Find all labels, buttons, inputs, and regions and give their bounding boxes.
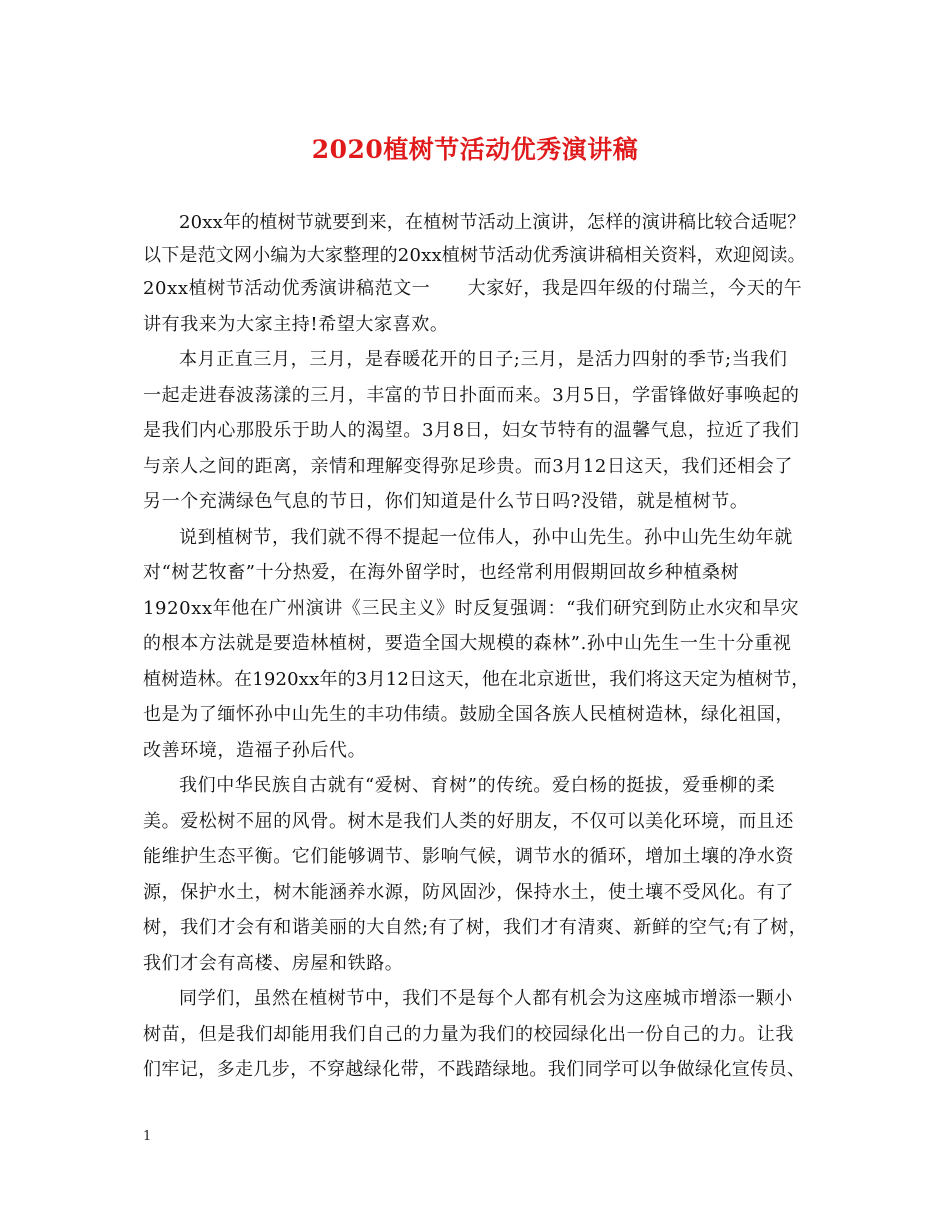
body-line: 说到植树节，我们就不得不提起一位伟人，孙中山先生。孙中山先生幼年就 <box>179 527 793 548</box>
body-line: 一起走进春波荡漾的三月，丰富的节日扑面而来。3月5日，学雷锋做好事唤起的 <box>143 385 800 406</box>
body-line: 我们才会有高楼、房屋和铁路。 <box>143 953 404 974</box>
page-title: 2020植树节活动优秀演讲稿 <box>311 135 639 164</box>
body-line: 20xx年的植树节就要到来，在植树节活动上演讲，怎样的演讲稿比较合适呢？ <box>179 212 806 233</box>
body-line: 源，保护水土，树木能涵养水源，防风固沙，保持水土，使土壤不受风化。有了 <box>143 882 794 903</box>
body-line: 是我们内心那股乐于助人的渴望。3月8日，妇女节特有的温馨气息，拉近了我们 <box>143 420 800 441</box>
body-line: 同学们，虽然在植树节中，我们不是每个人都有机会为这座城市增添一颗小 <box>179 988 793 1009</box>
body-line: 树，我们才会有和谐美丽的大自然;有了树，我们才有清爽、新鲜的空气;有了树， <box>143 917 808 938</box>
body-line: 树苗，但是我们却能用我们自己的力量为我们的校园绿化出一份自己的力。让我 <box>143 1024 794 1045</box>
body-line: 也是为了缅怀孙中山先生的丰功伟绩。鼓励全国各族人民植树造林，绿化祖国， <box>143 704 794 725</box>
body-line: 与亲人之间的距离，亲情和理解变得弥足珍贵。而3月12日这天，我们还相会了 <box>143 456 793 477</box>
body-line: 对“树艺牧畜”十分热爱，在海外留学时，也经常利用假期回故乡种植桑树 <box>143 562 740 583</box>
body-line: 20xx植树节活动优秀演讲稿范文一 大家好，我是四年级的付瑞兰，今天的午 <box>143 278 803 299</box>
body-line: 们牢记，多走几步，不穿越绿化带，不践踏绿地。我们同学可以争做绿化宣传员、 <box>143 1059 806 1080</box>
body-line: 的根本方法就是要造林植树，要造全国大规模的森林”.孙中山先生一生十分重视 <box>143 633 792 654</box>
body-line: 能维护生态平衡。它们能够调节、影响气候，调节水的循环，增加土壤的净水资 <box>143 846 794 867</box>
body-line: 植树造林。在1920xx年的3月12日这天，他在北京逝世，我们将这天定为植树节， <box>143 669 810 690</box>
body-line: 以下是范文网小编为大家整理的20xx植树节活动优秀演讲稿相关资料，欢迎阅读。 <box>143 245 806 266</box>
body-line: 本月正直三月，三月，是春暖花开的日子;三月，是活力四射的季节;当我们 <box>179 349 788 370</box>
body-line: 美。爱松树不屈的风骨。树木是我们人类的好朋友，不仅可以美化环境，而且还 <box>143 811 794 832</box>
body-line: 我们中华民族自古就有“爱树、育树”的传统。爱白杨的挺拔，爱垂柳的柔 <box>179 775 776 796</box>
body-line: 改善环境，造福子孙后代。 <box>143 740 367 761</box>
body-line: 1920xx年他在广州演讲《三民主义》时反复强调：“我们研究到防止水灾和旱灾 <box>143 598 800 619</box>
body-line: 讲有我来为大家主持!希望大家喜欢。 <box>143 314 449 335</box>
body-line: 另一个充满绿色气息的节日，你们知道是什么节日吗?没错，就是植树节。 <box>143 491 749 512</box>
page-number: 1 <box>143 1129 152 1144</box>
